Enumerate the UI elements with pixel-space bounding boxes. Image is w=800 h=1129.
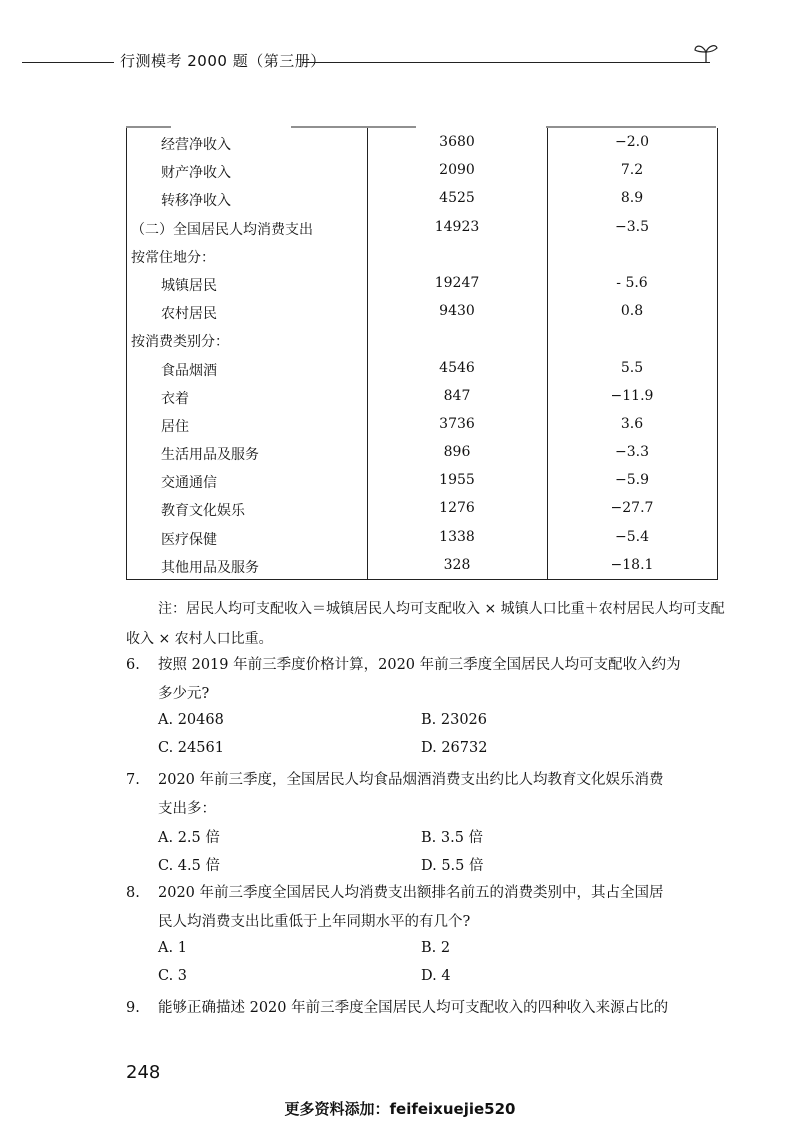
row-label: 其他用品及服务 [161,559,259,576]
table-row [127,325,717,353]
row-change: 7.2 [620,162,644,179]
row-value: 3736 [439,415,475,432]
option-c[interactable]: C. 3 [158,968,188,984]
option-b[interactable]: B. 3.5 倍 [421,830,484,846]
option-a[interactable]: A. 20468 [158,712,224,728]
row-label: 城镇居民 [161,277,217,294]
data-table [126,128,718,580]
row-label: 农村居民 [161,306,217,323]
question-8 [126,879,726,937]
row-label: 经营净收入 [161,137,231,153]
row-value: 2090 [439,162,475,179]
row-value: 9430 [439,303,475,320]
table-row [127,156,717,184]
row-value: 1276 [439,500,475,517]
row-change: −5.9 [615,472,649,489]
footer-text: 更多资料添加：feifeixuejie520 [284,1100,516,1118]
row-change: 5.5 [620,359,644,376]
table-row [127,494,717,522]
row-value: 328 [443,556,471,573]
question-9 [126,994,726,1023]
question-text-line1: 能够正确描述 2020 年前三季度全国居民人均可支配收入的四种收入来源占比的 [158,1000,669,1016]
row-label: 教育文化娱乐 [161,503,245,520]
table-row [127,410,717,438]
option-c[interactable]: C. 4.5 倍 [158,858,220,874]
row-value: 1955 [439,472,475,489]
row-label: 居住 [161,418,189,435]
question-text-line2: 支出多： [158,801,216,817]
table-row [127,128,717,156]
row-value: 4546 [439,359,475,376]
question-text-line1: 2020 年前三季度全国居民人均消费支出额排名前五的消费类别中，其占全国居 [158,885,664,901]
row-value: 4525 [439,190,475,207]
table-row [127,466,717,494]
table-row [127,241,717,269]
row-value: 1338 [439,528,475,545]
row-label: （二）全国居民人均消费支出 [131,221,313,238]
row-change: - 5.6 [616,274,648,291]
question-number: 9. [126,1000,140,1016]
option-a[interactable]: A. 1 [158,940,187,956]
question-7 [126,766,726,824]
question-6 [126,651,726,709]
row-label: 转移净收入 [161,193,231,210]
question-number: 7. [126,772,140,788]
option-d[interactable]: D. 4 [421,968,451,984]
table-row [127,269,717,297]
row-value: 19247 [434,274,480,291]
row-change: −2.0 [615,134,649,150]
row-label: 生活用品及服务 [161,447,259,464]
row-label: 食品烟酒 [161,362,217,379]
page-header [0,40,800,80]
header-rule-right [302,62,710,63]
row-label: 衣着 [161,390,189,407]
option-b[interactable]: B. 23026 [421,712,488,728]
table-row [127,382,717,410]
table-note: 注：居民人均可支配收入＝城镇居民人均可支配收入 × 城镇人口比重＋农村居民人均可支配收入 × 农村人口比重。 [126,601,725,647]
question-number: 6. [126,657,140,673]
row-value: 896 [443,444,471,461]
row-change: −3.5 [615,218,649,235]
row-label: 交通通信 [161,475,217,492]
question-text-line1: 按照 2019 年前三季度价格计算，2020 年前三季度全国居民人均可支配收入约为 [158,657,681,673]
question-text-line2: 民人均消费支出比重低于上年同期水平的有几个? [158,914,471,930]
row-label: 医疗保健 [161,531,217,548]
table-row [127,297,717,325]
table-body [127,128,717,579]
option-d[interactable]: D. 5.5 倍 [421,858,484,874]
option-d[interactable]: D. 26732 [421,740,488,756]
table-row [127,184,717,212]
row-label: 按常住地分： [131,249,215,266]
row-value: 14923 [434,218,480,235]
row-change: −18.1 [610,556,654,573]
row-label: 按消费类别分： [131,334,229,351]
row-change: 3.6 [620,415,644,432]
option-a[interactable]: A. 2.5 倍 [158,830,220,846]
row-change: 8.9 [620,190,644,207]
option-b[interactable]: B. 2 [421,940,451,956]
page-number: 248 [126,1062,161,1083]
question-number: 8. [126,885,140,901]
row-change: 0.8 [620,303,644,320]
table-row [127,523,717,551]
row-label: 财产净收入 [161,165,231,182]
header-title: 行测模考 2000 题（第三册） [120,52,326,70]
table-row [127,551,717,579]
row-value: 847 [443,387,471,404]
row-value: 3680 [439,134,475,150]
table-row [127,438,717,466]
row-change: −3.3 [615,444,649,461]
row-change: −27.7 [610,500,654,517]
header-rule-left [22,62,114,63]
option-c[interactable]: C. 24561 [158,740,224,756]
table-row [127,213,717,241]
question-text-line2: 多少元? [158,686,210,702]
table-row [127,354,717,382]
row-change: −11.9 [610,387,654,404]
row-change: −5.4 [615,528,649,545]
sprout-icon [692,40,720,64]
question-text-line1: 2020 年前三季度，全国居民人均食品烟酒消费支出约比人均教育文化娱乐消费 [158,772,664,788]
